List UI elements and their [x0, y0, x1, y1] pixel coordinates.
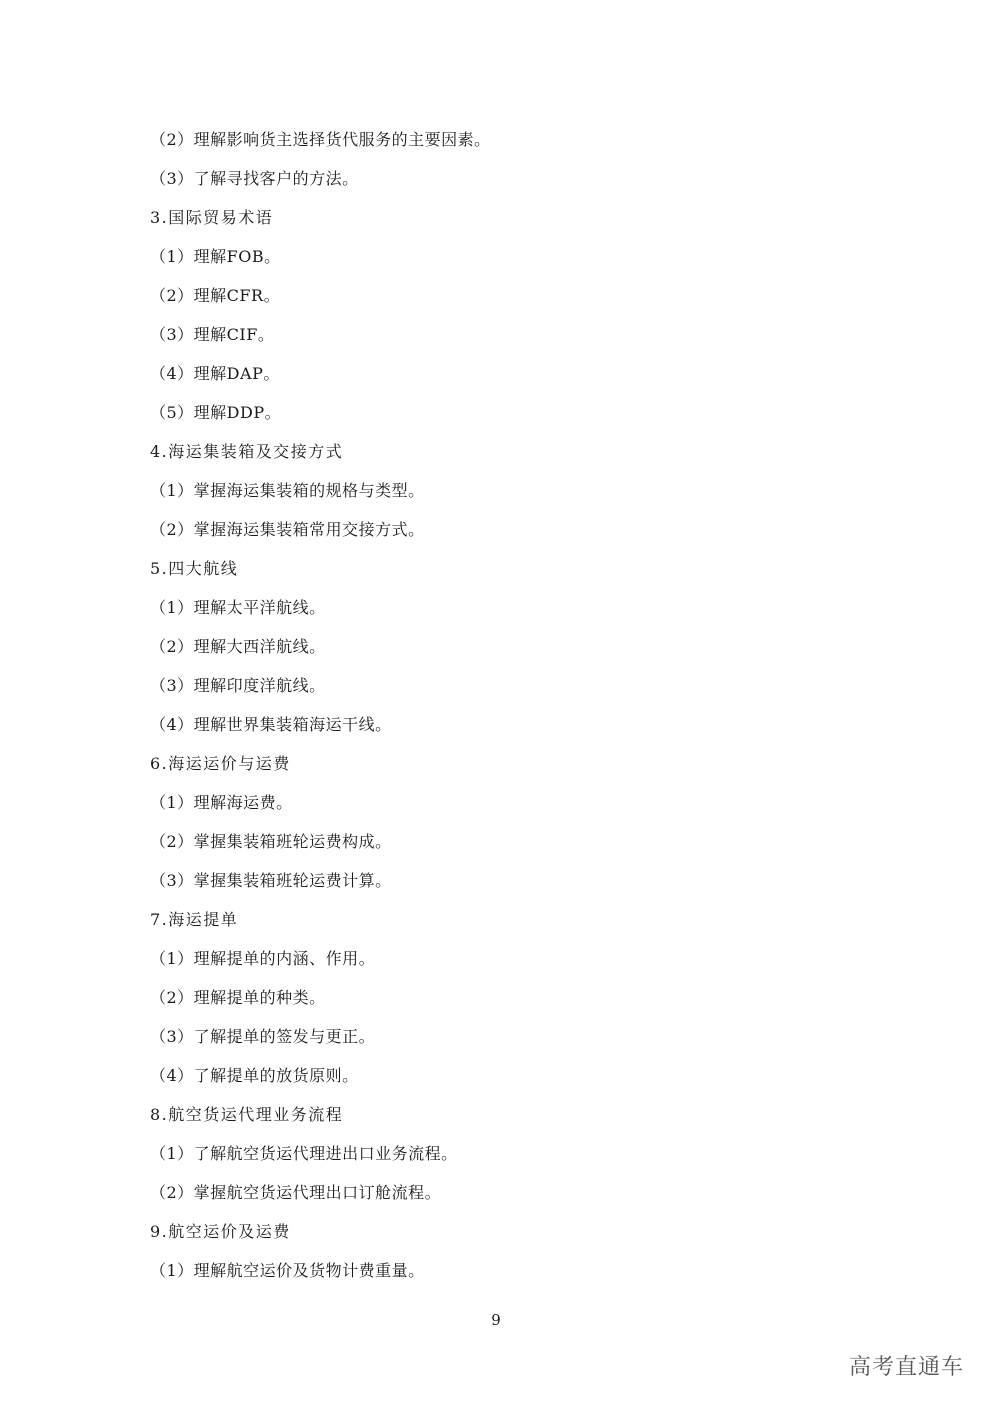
page-number: 9	[491, 1311, 501, 1329]
list-item: （2）掌握航空货运代理出口订舱流程。	[150, 1183, 442, 1202]
list-item: （3）掌握集装箱班轮运费计算。	[150, 871, 392, 890]
section-heading: 4.海运集装箱及交接方式	[150, 442, 344, 461]
list-item: （3）理解CIF。	[150, 325, 275, 344]
list-item: （1）理解太平洋航线。	[150, 598, 326, 617]
list-item: （2）理解提单的种类。	[150, 988, 326, 1007]
section-heading: 6.海运运价与运费	[150, 754, 291, 773]
list-item: （4）理解DAP。	[150, 364, 280, 383]
list-item: （1）理解海运费。	[150, 793, 293, 812]
list-item: （1）掌握海运集装箱的规格与类型。	[150, 481, 425, 500]
list-item: （3）了解提单的签发与更正。	[150, 1027, 376, 1046]
list-item: （2）理解大西洋航线。	[150, 637, 326, 656]
list-item: （2）理解影响货主选择货代服务的主要因素。	[150, 130, 491, 149]
list-item: （1）理解FOB。	[150, 247, 281, 266]
list-item: （3）理解印度洋航线。	[150, 676, 326, 695]
list-item: （1）理解航空运价及货物计费重量。	[150, 1261, 425, 1280]
section-heading: 5.四大航线	[150, 559, 239, 578]
list-item: （4）了解提单的放货原则。	[150, 1066, 359, 1085]
section-heading: 8.航空货运代理业务流程	[150, 1105, 344, 1124]
list-item: （1）了解航空货运代理进出口业务流程。	[150, 1144, 458, 1163]
list-item: （2）掌握海运集装箱常用交接方式。	[150, 520, 425, 539]
watermark-text: 高考直通车	[848, 1355, 964, 1380]
list-item: （2）理解CFR。	[150, 286, 281, 305]
list-item: （2）掌握集装箱班轮运费构成。	[150, 832, 392, 851]
list-item: （3）了解寻找客户的方法。	[150, 169, 359, 188]
section-heading: 9.航空运价及运费	[150, 1222, 291, 1241]
list-item: （4）理解世界集装箱海运干线。	[150, 715, 392, 734]
list-item: （1）理解提单的内涵、作用。	[150, 949, 376, 968]
list-item: （5）理解DDP。	[150, 403, 282, 422]
section-heading: 3.国际贸易术语	[150, 208, 274, 227]
section-heading: 7.海运提单	[150, 910, 239, 929]
